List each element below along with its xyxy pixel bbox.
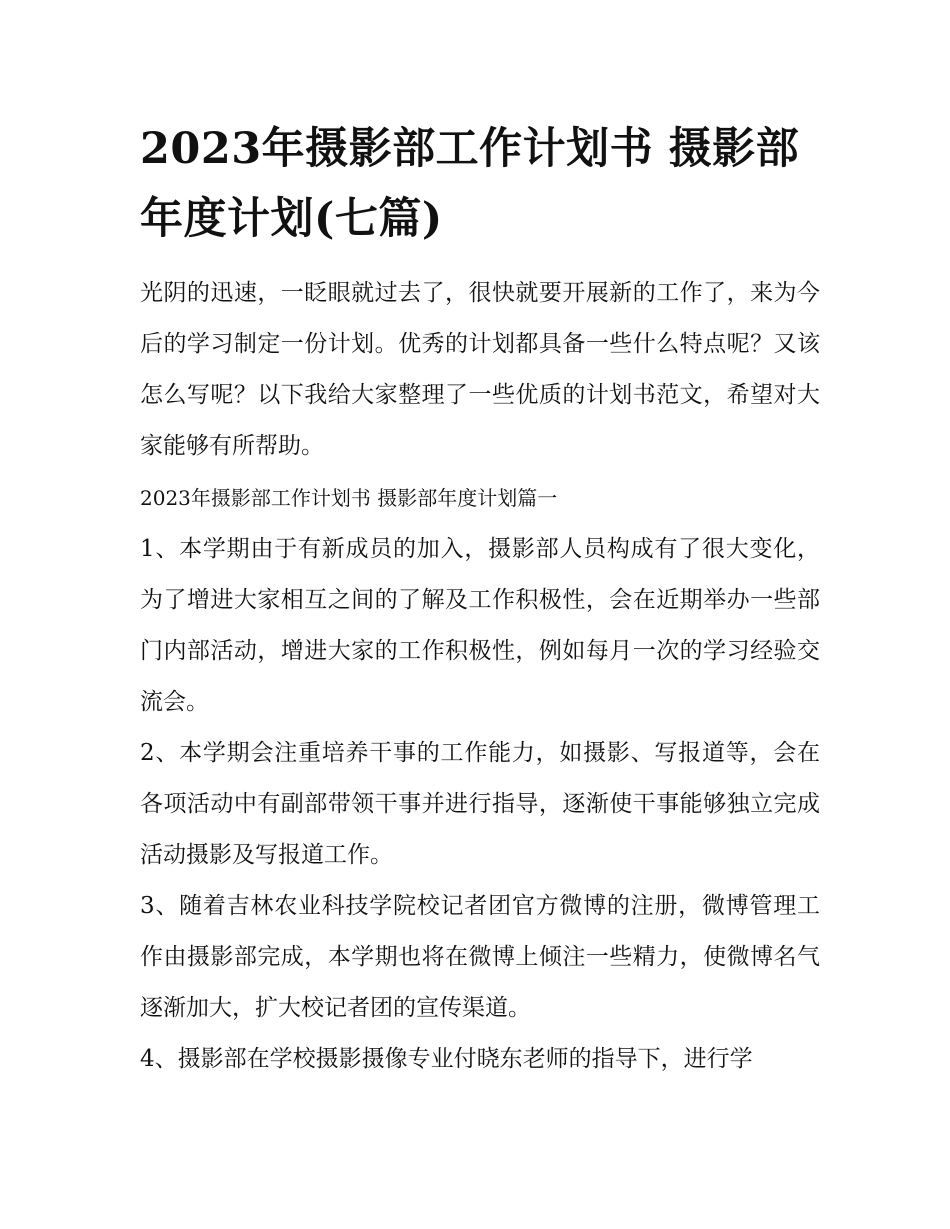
plan-item-2: 2、本学期会注重培养干事的工作能力，如摄影、写报道等，会在各项活动中有副部带领干事并进行指导，逐渐使干事能够独立完成活动摄影及写报道工作。	[140, 740, 820, 868]
intro-paragraph: 光阴的迅速，一眨眼就过去了，很快就要开展新的工作了，来为今后的学习制定一份计划。优秀的计划都具备一些什么特点呢？又该怎么写呢？以下我给大家整理了一些优质的计划书范文，希望对大家能够有所帮助。	[140, 280, 820, 459]
plan-item-4: 4、摄影部在学校摄影摄像专业付晓东老师的指导下，进行学	[140, 1046, 753, 1072]
document-body	[140, 114, 820, 1085]
section-heading: 2023年摄影部工作计划书 摄影部年度计划篇一	[140, 486, 558, 510]
document-title: 2023年摄影部工作计划书 摄影部年度计划(七篇)	[140, 124, 800, 244]
plan-item-3: 3、随着吉林农业科技学院校记者团官方微博的注册，微博管理工作由摄影部完成，本学期也将在微博上倾注一些精力，使微博名气逐渐加大，扩大校记者团的宣传渠道。	[140, 893, 820, 1021]
plan-item-1: 1、本学期由于有新成员的加入，摄影部人员构成有了很大变化，为了增进大家相互之间的了解及工作积极性，会在近期举办一些部门内部活动，增进大家的工作积极性，例如每月一次的学习经验交流会。	[140, 536, 820, 715]
